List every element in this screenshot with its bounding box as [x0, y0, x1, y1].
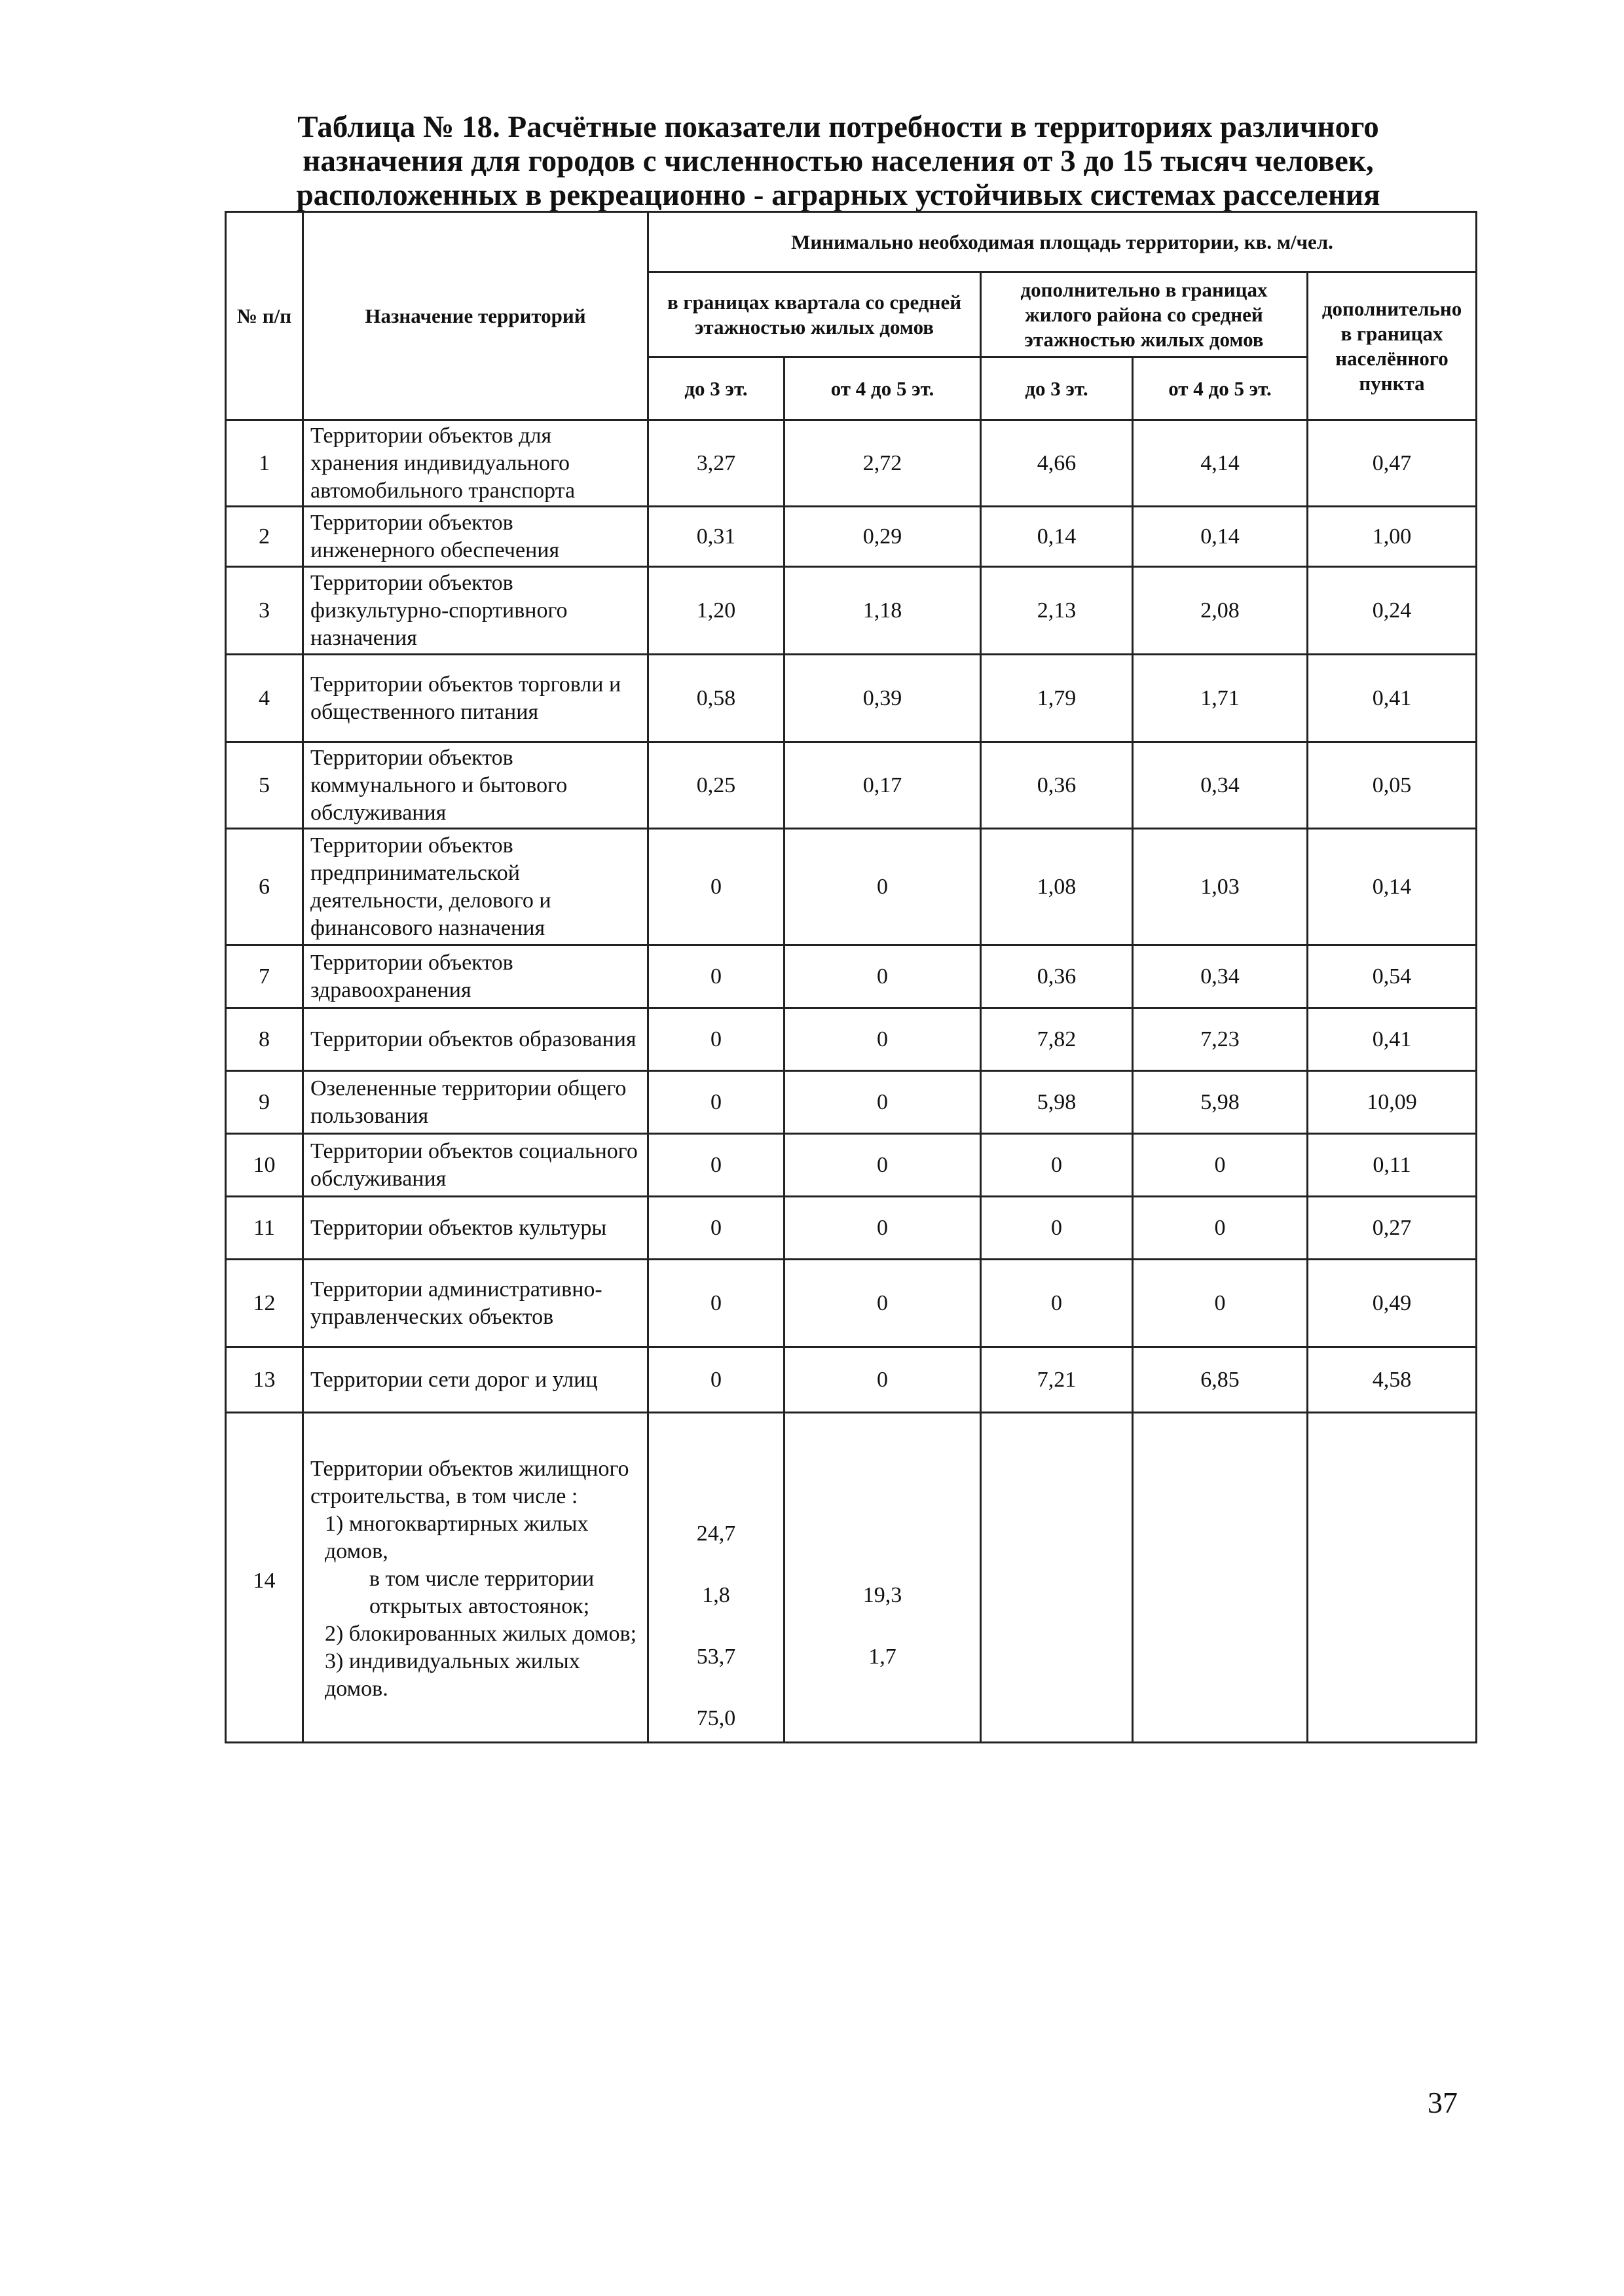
cell-value: 0 — [981, 1197, 1133, 1260]
cell-value: 3,27 — [648, 420, 784, 507]
cell-value: 1,00 — [1308, 507, 1477, 567]
table-row — [226, 829, 1477, 945]
cell-value: 0,17 — [784, 742, 981, 829]
cell-value: 1,03 — [1133, 829, 1308, 945]
cell-value: 0 — [784, 945, 981, 1008]
cell-value: 5,98 — [1133, 1071, 1308, 1134]
header-quarter-upto3: до 3 эт. — [648, 357, 784, 420]
cell-value: 0 — [784, 1008, 981, 1071]
cell-value: 0,58 — [648, 655, 784, 742]
cell-value: 0 — [784, 829, 981, 945]
row-number: 2 — [226, 507, 303, 567]
row-number: 13 — [226, 1347, 303, 1413]
row-name: Территории объектов социального обслуживания — [303, 1134, 648, 1197]
cell-value: 0 — [1133, 1134, 1308, 1197]
cell-value: 1,7 — [868, 1644, 896, 1669]
row-number: 5 — [226, 742, 303, 829]
cell-value: 0,24 — [1308, 567, 1477, 655]
cell-value: 0,14 — [1308, 829, 1477, 945]
cell-value: 0 — [648, 1071, 784, 1134]
cell-value: 0 — [784, 1260, 981, 1347]
cell-value: 0 — [648, 1260, 784, 1347]
cell-value: 0,49 — [1308, 1260, 1477, 1347]
row-name: Территории объектов инженерного обеспечения — [303, 507, 648, 567]
cell-value: 0 — [981, 1134, 1133, 1197]
cell-value: 0 — [648, 829, 784, 945]
table-row — [226, 1260, 1477, 1347]
cell-value: 1,18 — [784, 567, 981, 655]
housing-sub-1: 1) многоквартирных жилых домов, — [325, 1511, 589, 1563]
row-number: 11 — [226, 1197, 303, 1260]
row-number: 12 — [226, 1260, 303, 1347]
table-title — [275, 110, 1401, 212]
cell-value: 0,27 — [1308, 1197, 1477, 1260]
empty-cell — [1308, 1413, 1477, 1743]
header-quarter-from4to5: от 4 до 5 эт. — [784, 357, 981, 420]
title-line-1: Таблица № 18. Расчётные показатели потребности в территориях различного — [297, 110, 1379, 144]
row-number: 8 — [226, 1008, 303, 1071]
cell-value: 0 — [648, 1134, 784, 1197]
page-number: 37 — [1428, 2086, 1458, 2119]
row-number: 4 — [226, 655, 303, 742]
empty-cell — [1133, 1413, 1308, 1743]
cell-value: 2,72 — [784, 420, 981, 507]
header-district-upto3: до 3 эт. — [981, 357, 1133, 420]
table-row — [226, 1071, 1477, 1134]
table-row — [226, 420, 1477, 507]
housing-intro: Территории объектов жилищного строительства, в том числе : — [310, 1456, 629, 1508]
title-line-2: назначения для городов с численностью населения от 3 до 15 тысяч человек, — [303, 144, 1374, 178]
row-name: Территории объектов предпринимательской деятельности, делового и финансового назначения — [303, 829, 648, 945]
cell-value: 0 — [648, 1347, 784, 1413]
table-row — [226, 1347, 1477, 1413]
table-row — [226, 1134, 1477, 1197]
cell-value: 0 — [648, 1008, 784, 1071]
row-number: 3 — [226, 567, 303, 655]
housing-values-from4to5 — [784, 1413, 981, 1743]
cell-value: 0,54 — [1308, 945, 1477, 1008]
header-quarter: в границах квартала со средней этажностью жилых домов — [648, 272, 981, 357]
cell-value: 7,82 — [981, 1008, 1133, 1071]
header-min-area: Минимально необходимая площадь территории, кв. м/чел. — [648, 212, 1477, 272]
header-num: № п/п — [226, 212, 303, 420]
row-name: Территории объектов образования — [303, 1008, 648, 1071]
table-row-housing — [226, 1413, 1477, 1743]
cell-value: 2,08 — [1133, 567, 1308, 655]
cell-value: 0 — [784, 1347, 981, 1413]
cell-value: 10,09 — [1308, 1071, 1477, 1134]
row-name — [303, 1413, 648, 1743]
header-name: Назначение территорий — [303, 212, 648, 420]
cell-value: 0 — [784, 1134, 981, 1197]
housing-sub-2: 2) блокированных жилых домов; — [325, 1621, 637, 1646]
housing-sub-3: 3) индивидуальных жилых домов. — [325, 1649, 580, 1701]
cell-value: 5,98 — [981, 1071, 1133, 1134]
table-row — [226, 567, 1477, 655]
cell-value: 0,47 — [1308, 420, 1477, 507]
row-name: Территории объектов коммунального и бытового обслуживания — [303, 742, 648, 829]
cell-value: 1,79 — [981, 655, 1133, 742]
cell-value: 0,11 — [1308, 1134, 1477, 1197]
header-settlement: дополнительно в границах населённого пункта — [1308, 272, 1477, 420]
row-name: Территории административно-управленческих объектов — [303, 1260, 648, 1347]
row-name: Территории объектов здравоохранения — [303, 945, 648, 1008]
row-number: 1 — [226, 420, 303, 507]
cell-value: 0 — [1133, 1197, 1308, 1260]
cell-value: 19,3 — [862, 1582, 902, 1607]
cell-value: 0,41 — [1308, 1008, 1477, 1071]
title-line-3: расположенных в рекреационно - аграрных устойчивых системах расселения — [296, 178, 1380, 212]
cell-value: 0 — [648, 1197, 784, 1260]
row-name: Территории объектов культуры — [303, 1197, 648, 1260]
empty-cell — [981, 1413, 1133, 1743]
header-district-from4to5: от 4 до 5 эт. — [1133, 357, 1308, 420]
row-number: 6 — [226, 829, 303, 945]
cell-value: 53,7 — [696, 1644, 736, 1669]
cell-value: 4,58 — [1308, 1347, 1477, 1413]
cell-value: 0,36 — [981, 945, 1133, 1008]
row-name: Территории объектов торговли и общественного питания — [303, 655, 648, 742]
header-district: дополнительно в границах жилого района со средней этажностью жилых домов — [981, 272, 1308, 357]
cell-value: 0 — [1133, 1260, 1308, 1347]
cell-value: 4,14 — [1133, 420, 1308, 507]
row-name: Озелененные территории общего пользования — [303, 1071, 648, 1134]
cell-value: 75,0 — [696, 1705, 736, 1730]
cell-value: 0,41 — [1308, 655, 1477, 742]
cell-value: 1,20 — [648, 567, 784, 655]
table-row — [226, 945, 1477, 1008]
cell-value: 2,13 — [981, 567, 1133, 655]
cell-value: 0,34 — [1133, 742, 1308, 829]
cell-value: 0,05 — [1308, 742, 1477, 829]
housing-sub-1a: в том числе территории открытых автостоянок; — [369, 1566, 595, 1618]
row-number: 10 — [226, 1134, 303, 1197]
cell-value: 7,21 — [981, 1347, 1133, 1413]
cell-value: 0 — [784, 1071, 981, 1134]
row-number: 9 — [226, 1071, 303, 1134]
table-row — [226, 1197, 1477, 1260]
cell-value: 1,08 — [981, 829, 1133, 945]
cell-value: 4,66 — [981, 420, 1133, 507]
cell-value: 0,14 — [981, 507, 1133, 567]
cell-value: 1,71 — [1133, 655, 1308, 742]
cell-value: 6,85 — [1133, 1347, 1308, 1413]
cell-value: 0 — [981, 1260, 1133, 1347]
housing-values-upto3 — [648, 1413, 784, 1743]
cell-value: 0,39 — [784, 655, 981, 742]
indicators-table — [225, 211, 1477, 1743]
row-number: 7 — [226, 945, 303, 1008]
row-number: 14 — [226, 1413, 303, 1743]
cell-value: 7,23 — [1133, 1008, 1308, 1071]
row-name: Территории сети дорог и улиц — [303, 1347, 648, 1413]
cell-value: 0,34 — [1133, 945, 1308, 1008]
cell-value: 0 — [784, 1197, 981, 1260]
cell-value: 0,25 — [648, 742, 784, 829]
cell-value: 0,14 — [1133, 507, 1308, 567]
cell-value: 0 — [648, 945, 784, 1008]
table-row — [226, 655, 1477, 742]
table-row — [226, 507, 1477, 567]
row-name: Территории объектов для хранения индивидуального автомобильного транспорта — [303, 420, 648, 507]
table-row — [226, 742, 1477, 829]
cell-value: 0,36 — [981, 742, 1133, 829]
cell-value: 1,8 — [702, 1582, 730, 1607]
row-name: Территории объектов физкультурно-спортивного назначения — [303, 567, 648, 655]
cell-value: 0,31 — [648, 507, 784, 567]
cell-value: 24,7 — [696, 1521, 736, 1546]
cell-value: 0,29 — [784, 507, 981, 567]
table-row — [226, 1008, 1477, 1071]
